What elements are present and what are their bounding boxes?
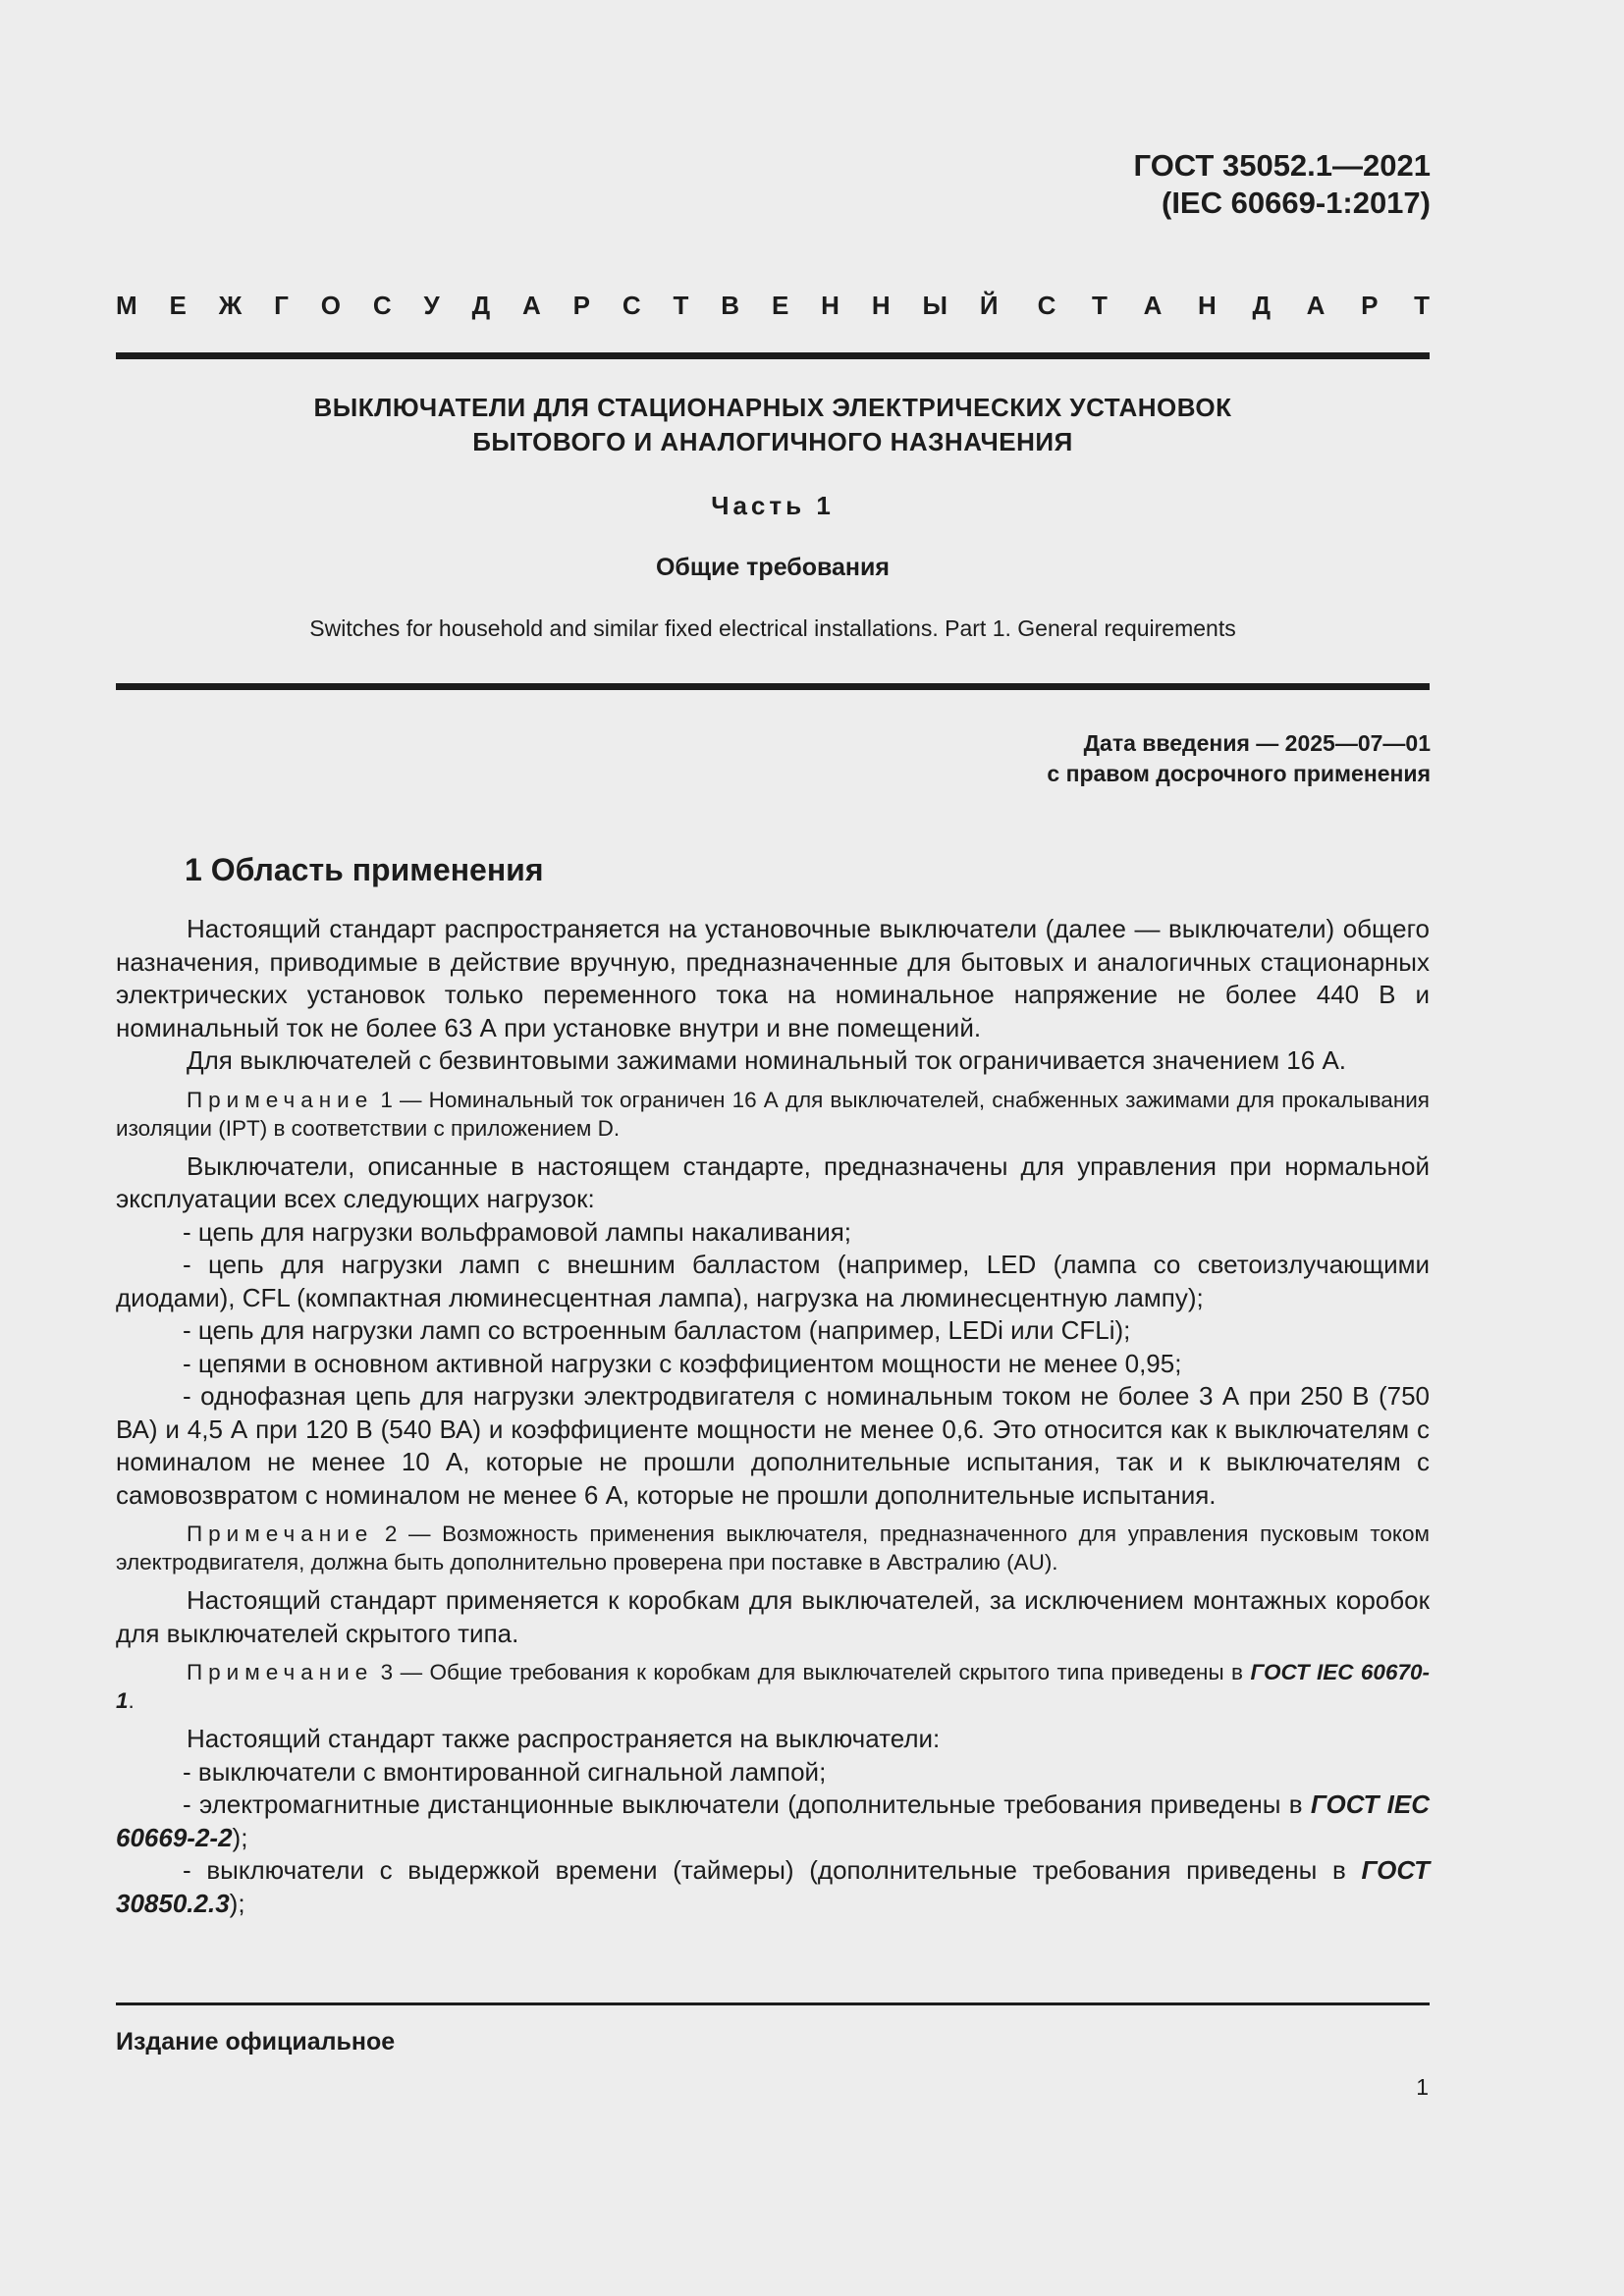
list-item: - цепь для нагрузки ламп с внешним балластом (например, LED (лампа со светоизлучающими диодами), CFL (компактная люминесцентная лампа), нагрузка на люминесцентную лампу); bbox=[116, 1250, 1430, 1312]
note-label: Примечание bbox=[187, 1087, 374, 1112]
paragraph: Выключатели, описанные в настоящем стандарте, предназначены для управления при нормальной эксплуатации всех следующих нагрузок: bbox=[116, 1150, 1430, 1213]
list-item-text: - выключатели с выдержкой времени (таймеры) (дополнительные требования приведены в bbox=[183, 1855, 1362, 1885]
document-title bbox=[116, 391, 1430, 459]
section-body bbox=[116, 913, 1430, 1920]
list-item-end: ); bbox=[232, 1822, 248, 1852]
section-heading: 1 Область применения bbox=[185, 852, 544, 887]
paragraph: Настоящий стандарт применяется к коробкам для выключателей, за исключением монтажных коробок для выключателей скрытого типа. bbox=[116, 1585, 1430, 1648]
note-3 bbox=[116, 1658, 1430, 1715]
standard-reference: ГОСТ IEC 60670-1 bbox=[116, 1660, 1430, 1713]
note-text: 3 — Общие требования к коробкам для выключателей скрытого типа приведены в bbox=[373, 1660, 1251, 1684]
title-rule bbox=[116, 683, 1430, 690]
date-block bbox=[645, 728, 1431, 789]
note-text: 2 — Возможность применения выключателя, предназначенного для управления пусковым током электродвигателя, должна быть дополнительно проверена при поставке в Австралию (AU). bbox=[116, 1522, 1430, 1575]
title-line-1: ВЫКЛЮЧАТЕЛИ ДЛЯ СТАЦИОНАРНЫХ ЭЛЕКТРИЧЕСКИХ УСТАНОВОК bbox=[313, 393, 1232, 422]
note-text: 1 — Номинальный ток ограничен 16 А для выключателей, снабженных зажимами для прокалывания изоляции (IPT) в соответствии с приложением D. bbox=[116, 1087, 1430, 1141]
gost-number: ГОСТ 35052.1—2021 bbox=[1133, 148, 1431, 183]
standard-reference: ГОСТ IEC 60669-2-2 bbox=[116, 1789, 1430, 1852]
subtitle: Общие требования bbox=[655, 554, 890, 581]
list-item-end: ); bbox=[229, 1888, 245, 1918]
list-item-text: - электромагнитные дистанционные выключатели (дополнительные требования приведены в bbox=[183, 1789, 1311, 1819]
iec-number: (IEC 60669-1:2017) bbox=[1162, 186, 1431, 220]
introduction-date: Дата введения — 2025—07—01 bbox=[1083, 730, 1431, 756]
note-end: . bbox=[128, 1688, 135, 1713]
list-item bbox=[116, 1854, 1430, 1920]
standard-reference: ГОСТ 30850.2.3 bbox=[116, 1855, 1430, 1918]
note-1 bbox=[116, 1086, 1430, 1143]
title-line-2: БЫТОВОГО И АНАЛОГИЧНОГО НАЗНАЧЕНИЯ bbox=[472, 427, 1073, 456]
footer-rule bbox=[116, 2002, 1430, 2005]
early-application: с правом досрочного применения bbox=[1047, 761, 1431, 786]
note-label: Примечание bbox=[187, 1522, 374, 1546]
list-item: - цепями в основном активной нагрузки с коэффициентом мощности не менее 0,95; bbox=[183, 1348, 1182, 1378]
top-rule bbox=[116, 352, 1430, 359]
note-label: Примечание bbox=[187, 1660, 374, 1684]
note-2 bbox=[116, 1520, 1430, 1576]
english-title: Switches for household and similar fixed electrical installations. Part 1. General requirements bbox=[309, 615, 1236, 641]
page-number: 1 bbox=[1416, 2074, 1429, 2100]
document-number bbox=[841, 147, 1431, 222]
list-item: - цепь для нагрузки ламп со встроенным балластом (например, LEDi или CFLi); bbox=[183, 1315, 1131, 1345]
list-item: - однофазная цепь для нагрузки электродвигателя с номинальным током не более 3 А при 250 В (750 ВА) и 4,5 А при 120 В (540 ВА) и коэффициенте мощности не менее 0,6. Это относится как к выключателям с номиналом не менее 10 А, которые не прошли дополнительные испытания, так и к выключателям с самовозвратом с номиналом не менее 6 А, которые не прошли дополнительные испытания. bbox=[116, 1381, 1430, 1510]
list-item: - цепь для нагрузки вольфрамовой лампы накаливания; bbox=[183, 1216, 852, 1247]
paragraph: Настоящий стандарт также распространяется на выключатели: bbox=[187, 1724, 941, 1753]
paragraph: Настоящий стандарт распространяется на установочные выключатели (далее — выключатели) общего назначения, приводимые в действие вручную, предназначенные для бытовых и аналогичных стационарных электрических установок только переменного тока на номинальное напряжение не более 440 В и номинальный ток не более 63 А при установке внутри и вне помещений. bbox=[116, 914, 1430, 1042]
standard-type-heading bbox=[116, 291, 1430, 321]
paragraph: Для выключателей с безвинтовыми зажимами номинальный ток ограничивается значением 16 А. bbox=[187, 1045, 1347, 1075]
list-item: - выключатели с вмонтированной сигнальной лампой; bbox=[183, 1756, 827, 1787]
standard-word-standard: С Т А Н Д А Р Т bbox=[1037, 291, 1430, 320]
list-item bbox=[116, 1789, 1430, 1854]
standard-word-interstate: М Е Ж Г О С У Д А Р С Т В Е Н Н Ы Й bbox=[116, 291, 999, 320]
official-edition: Издание официальное bbox=[116, 2028, 396, 2056]
part-label: Часть 1 bbox=[711, 491, 835, 520]
